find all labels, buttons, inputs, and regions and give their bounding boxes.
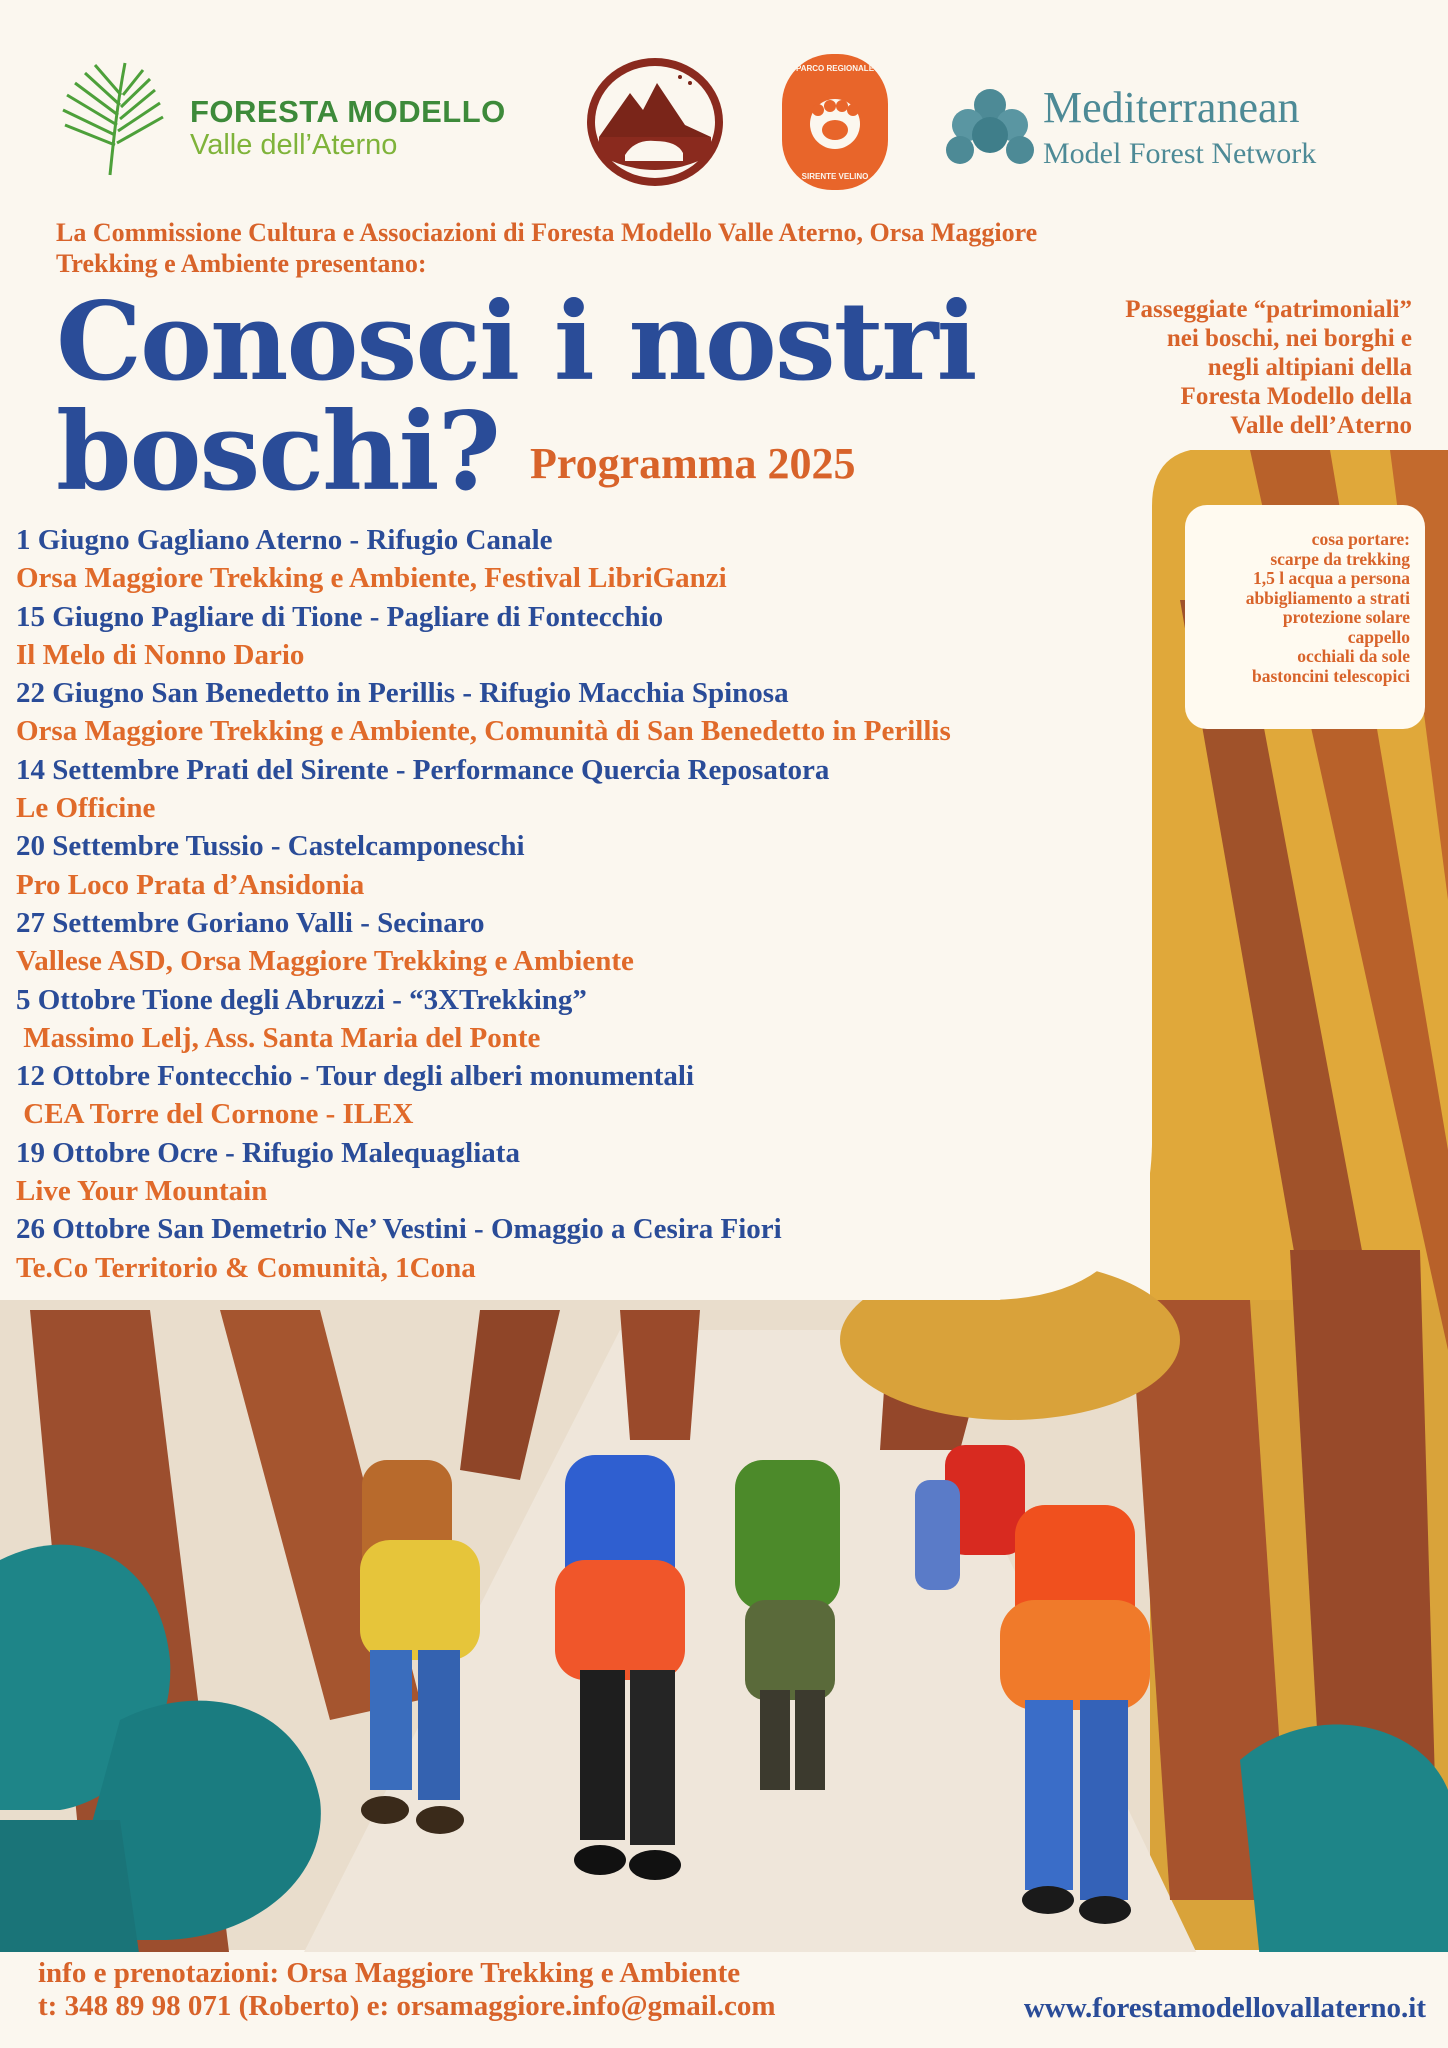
event-title: 27 Settembre Goriano Valli - Secinaro [16,906,485,939]
event-title: 5 Ottobre Tione degli Abruzzi - “3XTrekking” [16,983,587,1016]
what-to-bring-list [1190,530,1410,686]
event-organizer: Massimo Lelj, Ass. Santa Maria del Ponte [16,1021,541,1054]
footer-website-link[interactable]: www.forestamodellovallaterno.it [1023,1992,1426,2024]
event-organizer: Te.Co Territorio & Comunità, 1Cona [16,1251,476,1284]
event-organizer: Vallese ASD, Orsa Maggiore Trekking e Ambiente [16,945,634,978]
event-title: 20 Settembre Tussio - Castelcamponeschi [16,830,525,863]
what-to-bring-item: bastoncini telescopici [1252,665,1410,686]
foresta-logo-title: FORESTA MODELLO [190,94,506,129]
events-list [16,521,951,1287]
event-title: 15 Giugno Pagliare di Tione - Pagliare di Fontecchio [16,600,664,633]
event-organizer: Live Your Mountain [16,1175,268,1208]
event-organizer: Le Officine [16,792,156,825]
main-title-line-1: Conosci i nostri [56,279,976,405]
what-to-bring-item: protezione solare [1282,607,1410,627]
what-to-bring-heading: cosa portare: [1311,529,1410,549]
what-to-bring-item: scarpe da trekking [1270,548,1410,569]
program-year: Programma 2025 [530,439,856,488]
event-organizer: CEA Torre del Cornone - ILEX [16,1098,414,1131]
side-note-line: nei boschi, nei borghi e [1166,325,1412,352]
event-title: 14 Settembre Prati del Sirente - Performance Quercia Reposatora [16,753,830,786]
parco-logo-top-text: PARCO REGIONALE [795,64,875,73]
event-title: 1 Giugno Gagliano Aterno - Rifugio Canale [16,524,553,556]
side-note [992,295,1412,440]
footer-info: info e prenotazioni: Orsa Maggiore Trekking e Ambiente [38,1957,741,1989]
parco-logo-bottom-text: SIRENTE VELINO [801,172,869,181]
mmf-trees-logo-icon [940,85,1040,175]
event-title: 12 Ottobre Fontecchio - Tour degli alberi monumentali [16,1060,695,1093]
event-organizer: Orsa Maggiore Trekking e Ambiente, Comunità di San Benedetto in Perillis [16,715,951,748]
pine-branch-icon [55,55,170,180]
event-organizer: Pro Loco Prata d’Ansidonia [16,868,365,901]
what-to-bring-item: occhiali da sole [1297,646,1410,666]
side-note-line: Valle dell’Aterno [1230,412,1412,439]
side-note-line: Foresta Modello della [1180,383,1412,410]
side-note-line: negli altipiani della [1207,354,1412,381]
what-to-bring-item: 1,5 l acqua a persona [1252,568,1410,588]
event-title: 22 Giugno San Benedetto in Perillis - Rifugio Macchia Spinosa [16,677,789,710]
foresta-logo-subtitle: Valle dell’Aterno [190,129,398,161]
event-title: 26 Ottobre San Demetrio Ne’ Vestini - Omaggio a Cesira Fiori [16,1213,782,1246]
mmf-logo-title: Mediterranean [1043,83,1300,132]
footer-contact[interactable]: t: 348 89 98 071 (Roberto) e: orsamaggiore.info@gmail.com [38,1990,776,2022]
what-to-bring-item: abbigliamento a strati [1245,587,1410,608]
side-note-line: Passeggiate “patrimoniali” [1125,296,1412,323]
what-to-bring-item: cappello [1347,626,1410,647]
main-title-line-2: boschi? [56,389,499,515]
event-title: 19 Ottobre Ocre - Rifugio Malequagliata [16,1136,520,1169]
intro-line-2: Trekking e Ambiente presentano: [56,249,427,278]
bear-mountain-logo-icon [585,55,725,190]
intro-line-1: La Commissione Cultura e Associazioni di Foresta Modello Valle Aterno, Orsa Maggiore [56,218,1038,247]
event-organizer: Il Melo di Nonno Dario [16,638,305,671]
event-organizer: Orsa Maggiore Trekking e Ambiente, Festival LibriGanzi [16,562,727,595]
mmf-logo-subtitle: Model Forest Network [1043,137,1317,170]
parco-paw-logo-icon [780,52,890,192]
